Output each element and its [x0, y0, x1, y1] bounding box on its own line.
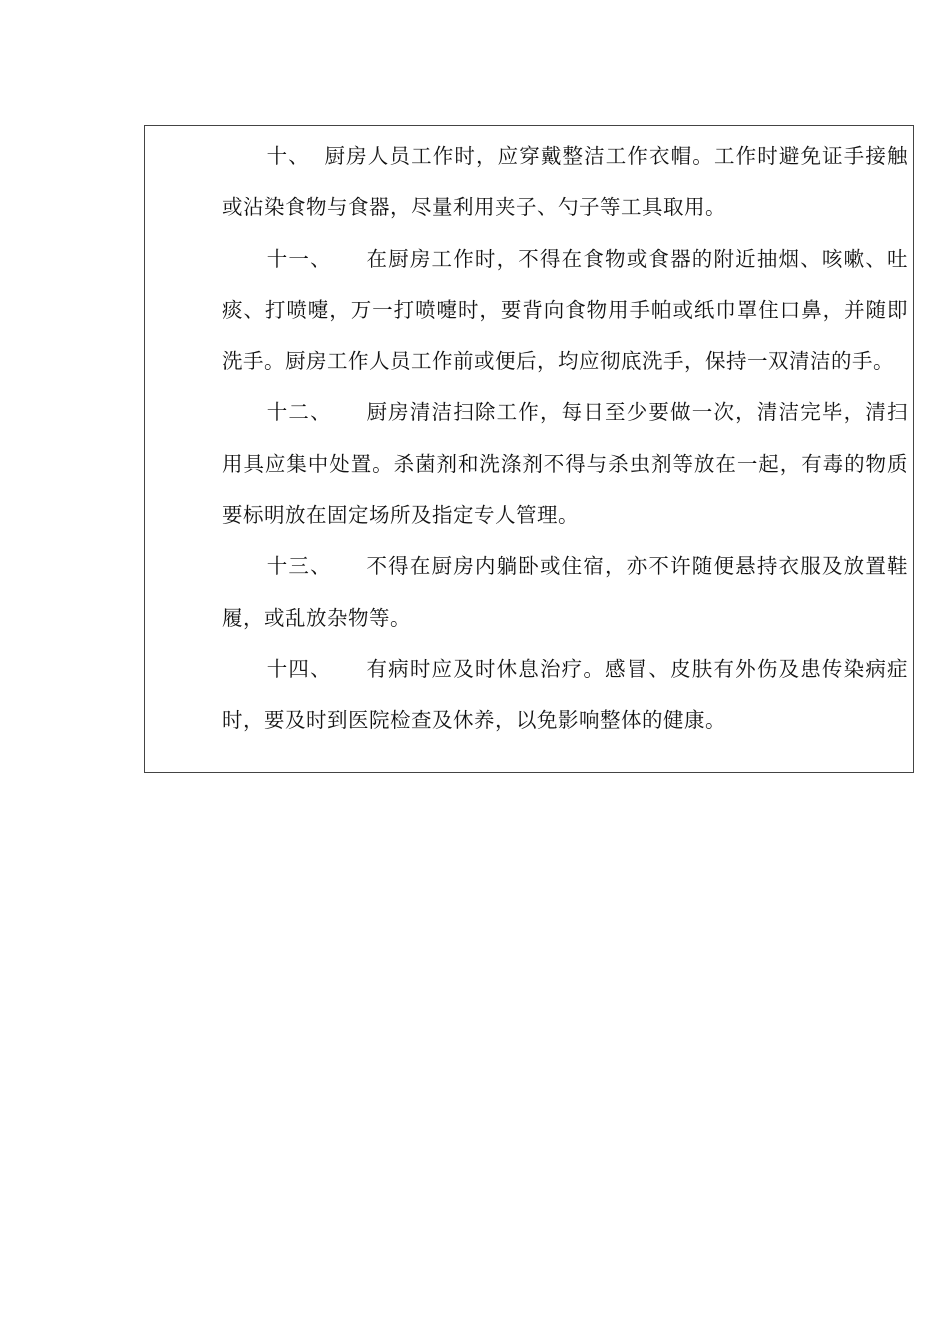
rule-number: 十一、: [266, 246, 332, 271]
rule-number: 十二、: [266, 400, 332, 425]
rule-item-12: [222, 387, 908, 541]
content-table: [144, 125, 914, 773]
rule-number: 十三、: [266, 554, 332, 579]
rule-text: 有病时应及时休息治疗。感冒、皮肤有外伤及患传染病症时，要及时到医院检查及休养，以免影响整体的健康。: [222, 656, 909, 733]
rule-text: 厨房清洁扫除工作，每日至少要做一次，清洁完毕，清扫用具应集中处置。杀菌剂和洗涤剂不得与杀虫剂等放在一起，有毒的物质要标明放在固定场所及指定专人管理。: [222, 400, 909, 528]
rule-item-13: [222, 541, 908, 644]
rule-number: 十四、: [266, 656, 332, 681]
rule-item-14: [222, 644, 908, 747]
content-cell: [222, 126, 908, 772]
rule-number: 十、: [266, 144, 310, 168]
rule-item-11: [222, 234, 908, 388]
rule-item-10: [222, 126, 908, 234]
rule-text: 不得在厨房内躺卧或住宿，亦不许随便悬持衣服及放置鞋履，或乱放杂物等。: [222, 554, 909, 630]
rule-text: 在厨房工作时，不得在食物或食器的附近抽烟、咳嗽、吐痰、打喷嚏，万一打喷嚏时，要背向食物用手帕或纸巾罩住口鼻，并随即洗手。厨房工作人员工作前或便后，均应彻底洗手，保持一双清洁的手。: [222, 246, 909, 374]
rule-text: 厨房人员工作时，应穿戴整洁工作衣帽。工作时避免证手接触或沾染食物与食器，尽量利用夹子、勺子等工具取用。: [222, 144, 909, 220]
